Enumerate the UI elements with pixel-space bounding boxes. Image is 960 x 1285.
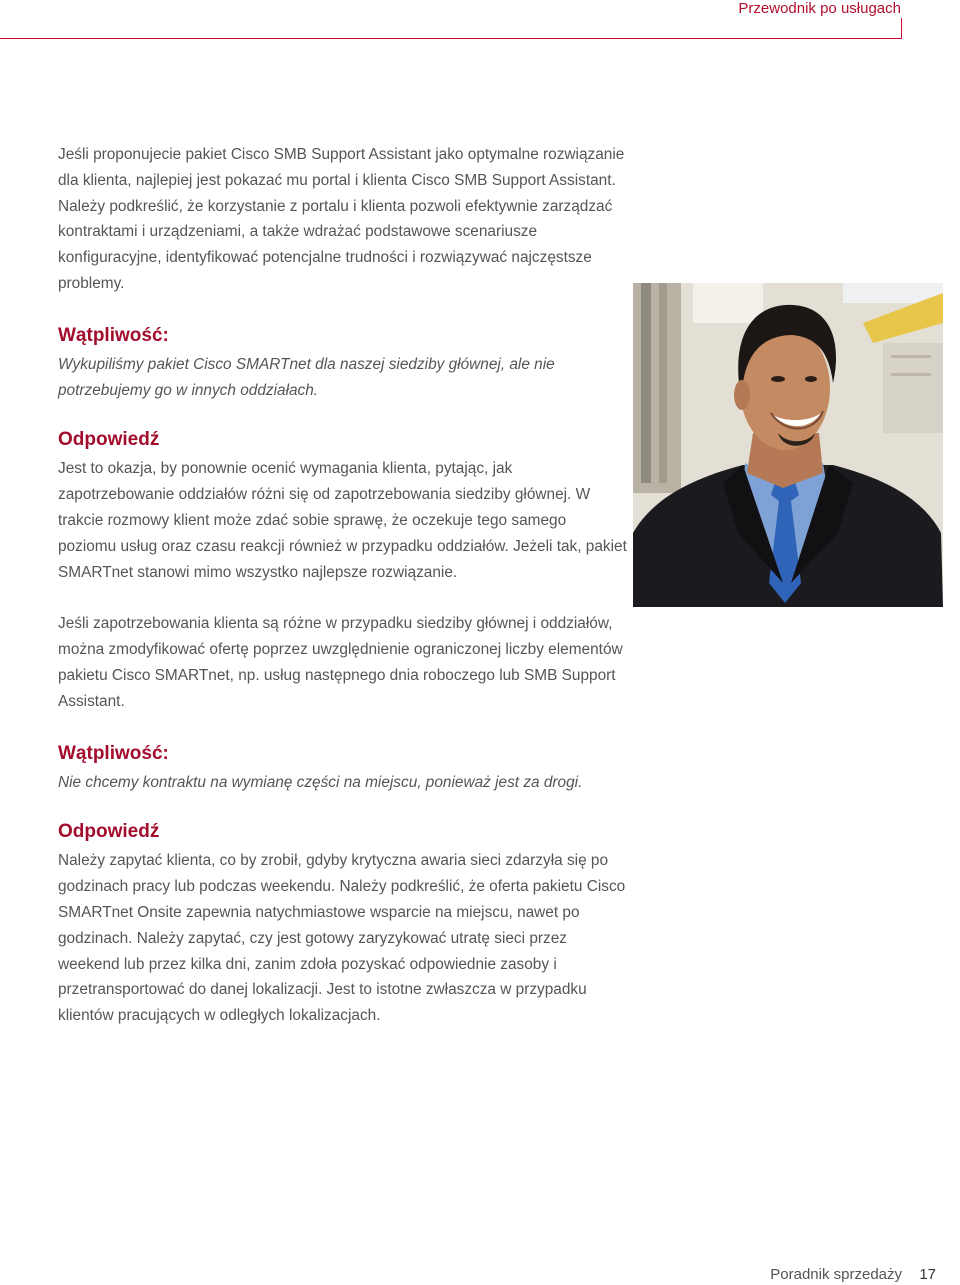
answer-heading-2: Odpowiedź — [58, 821, 160, 843]
doubt-heading-1: Wątpliwość: — [58, 324, 169, 346]
section-2 — [58, 741, 628, 1029]
doubt-text-2: Nie chcemy kontraktu na wymianę części na miejscu, ponieważ jest za drogi. — [58, 773, 583, 791]
main-content — [58, 142, 628, 1055]
intro-paragraph: Jeśli proponujecie pakiet Cisco SMB Support Assistant jako optymalne rozwiązanie dla klienta, najlepiej jest pokazać mu portal i klienta Cisco SMB Support Assistant. Należy podkreślić, że korzystanie z portalu i klienta pozwoli efektywnie zarządzać kontraktami i urządzeniami, a także wdrażać podstawowe scenariusze konfiguracyjne, identyfikować potencjalne trudności i rozwiązywać najczęstsze problemy. — [58, 146, 625, 292]
answer-paragraph-2a: Należy zapytać klienta, co by zrobił, gdyby krytyczna awaria sieci zdarzyła się po godzinach pracy lub podczas weekendu. Należy podkreślić, że oferta pakietu Cisco SMARTnet Onsite zapewnia natychmiastowe wsparcie na miejscu, nawet po godzinach. Należy zapytać, czy jest gotowy zaryzykować utratę sieci przez weekend lub przez kilka dni, zanim zdoła pozyskać odpowiednie zasoby i przetransportować do danej lokalizacji. Jest to istotne zwłaszcza w przypadku klientów pracujących w odległych lokalizacjach. — [58, 852, 626, 1025]
header-rule-tick — [901, 18, 902, 39]
section-1 — [58, 323, 628, 715]
answer-paragraph-1b: Jeśli zapotrzebowania klienta są różne w przypadku siedziby głównej i oddziałów, można zmodyfikować ofertę poprzez uwzględnienie ograniczonej liczby elementów pakietu Cisco SMARTnet, np. usług następnego dnia roboczego lub SMB Support Assistant. — [58, 615, 623, 710]
page-number: 17 — [919, 1266, 936, 1283]
doubt-text-1: Wykupiliśmy pakiet Cisco SMARTnet dla naszej siedziby głównej, ale nie potrzebujemy go w innych oddziałach. — [58, 355, 555, 399]
header-title: Przewodnik po usługach — [738, 0, 901, 17]
businessman-illustration — [633, 283, 943, 607]
answer-paragraph-1a: Jest to okazja, by ponownie ocenić wymagania klienta, pytając, jak zapotrzebowanie oddziałów różni się od zapotrzebowania siedziby głównej. W trakcie rozmowy klient może zdać sobie sprawę, że oczekuje tego samego poziomu usług oraz czasu reakcji również w przypadku oddziałów. Jeżeli tak, pakiet SMARTnet stanowi mimo wszystko najlepsze rozwiązanie. — [58, 460, 627, 581]
businessman-photo — [633, 283, 943, 607]
doubt-heading-2: Wątpliwość: — [58, 742, 169, 764]
header-rule — [0, 38, 902, 39]
footer-label: Poradnik sprzedaży — [770, 1266, 902, 1283]
answer-heading-1: Odpowiedź — [58, 429, 160, 451]
